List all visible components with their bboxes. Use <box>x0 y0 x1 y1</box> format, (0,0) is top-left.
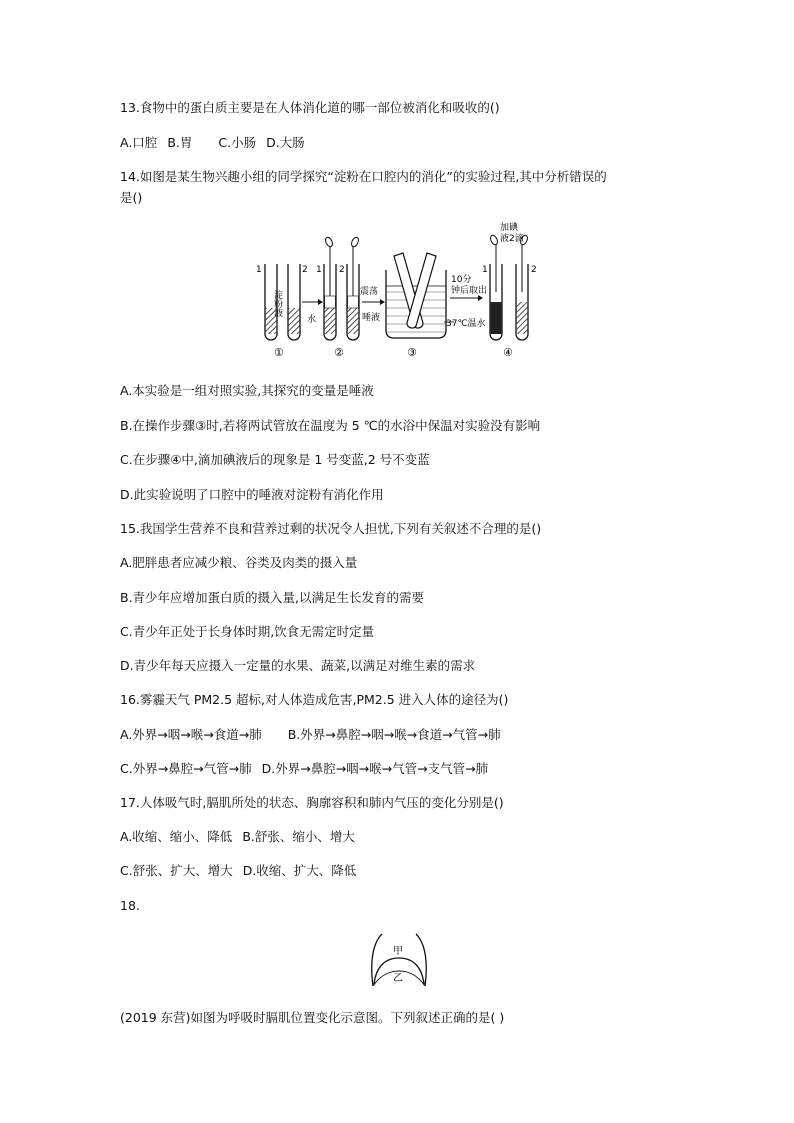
q14-stem-line2: 是() <box>120 190 143 205</box>
q16-option-d: D.外界→鼻腔→咽→喉→气管→支气管→肺 <box>261 761 489 776</box>
water-label: 水 <box>307 315 317 325</box>
iodine-label-2: 液2滴 <box>500 234 524 244</box>
iodine-label-1: 加碘 <box>500 223 519 233</box>
shake-label: 震荡 <box>360 287 379 297</box>
q18-stem: (2019 东营)如图为呼吸时膈肌位置变化示意图。下列叙述正确的是( ) <box>120 1010 505 1025</box>
step2-tube2-label: 2 <box>339 265 345 275</box>
q13-option-c: C.小肠 <box>218 135 257 150</box>
q16-options-row2 <box>120 761 488 777</box>
bath-label: 37℃温水 <box>446 319 486 329</box>
q18-diaphragm-figure <box>368 928 430 990</box>
q17-option-b: B.舒张、缩小、增大 <box>242 829 355 844</box>
step2-tube1-label: 1 <box>316 265 322 275</box>
q16-option-a: A.外界→咽→喉→食道→肺 <box>120 727 262 742</box>
q17-options-row1 <box>120 829 355 845</box>
step1-tube2-label: 2 <box>302 265 308 275</box>
q15-option-c: C.青少年正处于长身体时期,饮食无需定时定量 <box>120 624 375 639</box>
step-2-number: ② <box>334 346 344 359</box>
step4-tube1-label: 1 <box>482 265 488 275</box>
q18-number: 18. <box>120 898 140 913</box>
q14-option-d: D.此实验说明了口腔中的唾液对淀粉有消化作用 <box>120 487 384 502</box>
starch-label: 淀粉液 <box>272 290 282 317</box>
q14-option-b: B.在操作步骤③时,若将两试管放在温度为 5 ℃的水浴中保温对实验没有影响 <box>120 418 541 433</box>
step-3-number: ③ <box>407 346 417 359</box>
step4-tube2-label: 2 <box>531 265 537 275</box>
q17-option-a: A.收缩、缩小、降低 <box>120 829 233 844</box>
q13-options <box>120 135 305 151</box>
q15-option-b: B.青少年应增加蛋白质的摄入量,以满足生长发育的需要 <box>120 590 425 605</box>
q15-option-d: D.青少年每天应摄入一定量的水果、蔬菜,以满足对维生素的需求 <box>120 658 476 673</box>
q14-experiment-figure <box>250 222 550 362</box>
q17-option-d: D.收缩、扩大、降低 <box>242 863 357 878</box>
q15-option-a: A.肥胖患者应减少粮、谷类及肉类的摄入量 <box>120 555 358 570</box>
q17-options-row2 <box>120 863 356 879</box>
q13-option-d: D.大肠 <box>266 135 305 150</box>
saliva-label: 唾液 <box>362 313 381 323</box>
wait-label-2: 钟后取出 <box>451 286 488 296</box>
wait-label-1: 10分 <box>451 275 472 285</box>
step2-tubes <box>316 236 360 340</box>
q18-label-top: 甲 <box>393 946 403 957</box>
q13-option-b: B.胃 <box>167 135 193 150</box>
step1-tube1-label: 1 <box>256 265 262 275</box>
q14-option-a: A.本实验是一组对照实验,其探究的变量是唾液 <box>120 383 374 398</box>
q15-stem: 15.我国学生营养不良和营养过剩的状况令人担忧,下列有关叙述不合理的是() <box>120 521 542 536</box>
step-1-number: ① <box>274 346 284 359</box>
q16-options-row1 <box>120 727 501 743</box>
q13-option-a: A.口腔 <box>120 135 158 150</box>
q16-option-b: B.外界→鼻腔→咽→喉→食道→气管→肺 <box>287 727 501 742</box>
q17-stem: 17.人体吸气时,膈肌所处的状态、胸廓容积和肺内气压的变化分别是() <box>120 795 504 810</box>
q16-option-c: C.外界→鼻腔→气管→肺 <box>120 761 252 776</box>
q17-option-c: C.舒张、扩大、增大 <box>120 863 233 878</box>
q18-label-bottom: 乙 <box>393 973 403 984</box>
step4-tubes <box>482 222 537 340</box>
q14-option-c: C.在步骤④中,滴加碘液后的现象是 1 号变蓝,2 号不变蓝 <box>120 452 430 467</box>
q14-stem-line1: 14.如图是某生物兴趣小组的同学探究“淀粉在口腔内的消化”的实验过程,其中分析错误的 <box>120 169 607 184</box>
step1-tubes <box>256 264 308 340</box>
q13-stem: 13.食物中的蛋白质主要是在人体消化道的哪一部位被消化和吸收的() <box>120 100 500 115</box>
step-4-number: ④ <box>503 346 513 359</box>
q16-stem: 16.雾霾天气 PM2.5 超标,对人体造成危害,PM2.5 进入人体的途径为() <box>120 692 509 707</box>
